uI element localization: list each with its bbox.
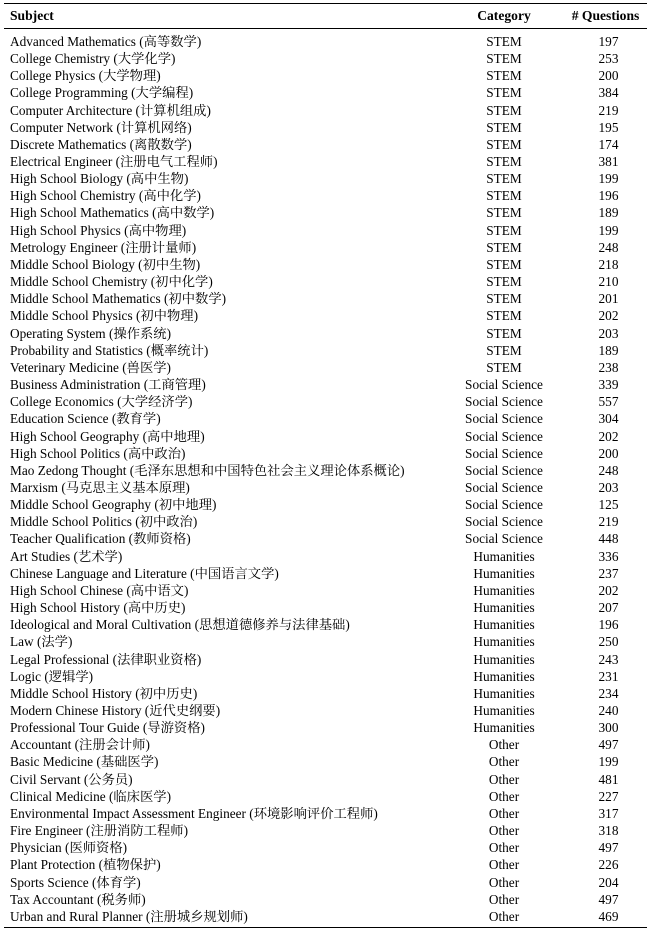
subjects-table-container — [4, 3, 647, 928]
question-count-cell: 219 — [598, 514, 619, 530]
subject-cell: High School Mathematics (高中数学) — [10, 205, 215, 221]
category-cell: Social Science — [465, 497, 543, 513]
question-count-cell: 448 — [598, 531, 619, 547]
table-row — [4, 805, 647, 822]
question-count-cell: 336 — [598, 548, 619, 564]
subject-cell: Computer Architecture (计算机组成) — [10, 102, 211, 118]
subject-cell: College Economics (大学经济学) — [10, 394, 193, 410]
table-row — [4, 719, 647, 736]
category-cell: Social Science — [465, 479, 543, 495]
question-count-cell: 189 — [598, 342, 619, 358]
question-count-cell: 200 — [598, 68, 619, 84]
subject-cell: Middle School Mathematics (初中数学) — [10, 291, 227, 307]
subject-cell: High School Physics (高中物理) — [10, 222, 187, 238]
subject-cell: College Programming (大学编程) — [10, 85, 194, 101]
question-count-cell: 203 — [598, 325, 619, 341]
question-count-cell: 203 — [598, 479, 619, 495]
subject-cell: Environmental Impact Assessment Engineer (环境影响评价工程师) — [10, 805, 378, 821]
category-cell: Humanities — [473, 685, 535, 701]
question-count-cell: 125 — [598, 497, 619, 513]
table-row — [4, 50, 647, 67]
subject-cell: Law (法学) — [10, 634, 73, 650]
subject-cell: Accountant (注册会计师) — [10, 737, 150, 753]
question-count-cell: 481 — [598, 771, 619, 787]
table-row — [4, 67, 647, 84]
category-cell: STEM — [486, 239, 522, 255]
table-row — [4, 771, 647, 788]
question-count-cell: 189 — [598, 205, 619, 221]
question-count-cell: 219 — [598, 102, 619, 118]
category-cell: Social Science — [465, 394, 543, 410]
question-count-cell: 234 — [598, 685, 619, 701]
table-row — [4, 616, 647, 633]
question-count-cell: 317 — [598, 805, 619, 821]
table-row — [4, 187, 647, 204]
subject-cell: High School Chinese (高中语文) — [10, 582, 189, 598]
subject-cell: Middle School Politics (初中政治) — [10, 514, 198, 530]
question-count-cell: 199 — [598, 754, 619, 770]
category-cell: STEM — [486, 154, 522, 170]
table-row — [4, 736, 647, 753]
subject-cell: Tax Accountant (税务师) — [10, 891, 146, 907]
question-count-cell: 195 — [598, 119, 619, 135]
header-subject: Subject — [10, 8, 54, 23]
subject-cell: Veterinary Medicine (兽医学) — [10, 359, 171, 375]
table-row — [4, 204, 647, 221]
question-count-cell: 202 — [598, 582, 619, 598]
subject-cell: Modern Chinese History (近代史纲要) — [10, 703, 221, 719]
question-count-cell: 197 — [598, 34, 619, 49]
subject-cell: Art Studies (艺术学) — [10, 548, 123, 564]
subject-cell: Middle School Biology (初中生物) — [10, 256, 201, 272]
subject-cell: Middle School Physics (初中物理) — [10, 308, 199, 324]
table-row — [4, 119, 647, 136]
question-count-cell: 226 — [598, 857, 619, 873]
subject-cell: Chinese Language and Literature (中国语言文学) — [10, 565, 279, 581]
table-row — [4, 29, 647, 51]
question-count-cell: 300 — [598, 720, 619, 736]
table-row — [4, 462, 647, 479]
question-count-cell: 202 — [598, 308, 619, 324]
table-header — [4, 4, 647, 29]
subject-cell: Logic (逻辑学) — [10, 668, 94, 684]
category-cell: Other — [488, 788, 520, 804]
table-row — [4, 325, 647, 342]
question-count-cell: 318 — [598, 823, 619, 839]
table-row — [4, 496, 647, 513]
category-cell: Humanities — [473, 617, 535, 633]
question-count-cell: 238 — [598, 359, 619, 375]
subjects-table — [4, 3, 647, 928]
table-body — [4, 29, 647, 928]
question-count-cell: 469 — [598, 908, 619, 924]
question-count-cell: 174 — [598, 136, 619, 152]
table-row — [4, 530, 647, 547]
subject-cell: Legal Professional (法律职业资格) — [10, 651, 202, 667]
question-count-cell: 384 — [598, 85, 619, 101]
category-cell: Social Science — [465, 514, 543, 530]
category-cell: STEM — [486, 359, 522, 375]
table-row — [4, 513, 647, 530]
table-row — [4, 393, 647, 410]
category-cell: STEM — [486, 34, 522, 49]
table-row — [4, 908, 647, 928]
category-cell: STEM — [486, 308, 522, 324]
table-row — [4, 307, 647, 324]
category-cell: Social Science — [465, 428, 543, 444]
question-count-cell: 304 — [598, 411, 619, 427]
category-cell: Humanities — [473, 634, 535, 650]
subject-cell: College Physics (大学物理) — [10, 68, 161, 84]
category-cell: STEM — [486, 274, 522, 290]
category-cell: STEM — [486, 85, 522, 101]
category-cell: Social Science — [465, 462, 543, 478]
table-row — [4, 222, 647, 239]
table-row — [4, 239, 647, 256]
subject-cell: Urban and Rural Planner (注册城乡规划师) — [10, 908, 248, 924]
subject-cell: Clinical Medicine (临床医学) — [10, 788, 172, 804]
subject-cell: High School Geography (高中地理) — [10, 428, 205, 444]
question-count-cell: 248 — [598, 462, 619, 478]
table-row — [4, 84, 647, 101]
table-row — [4, 410, 647, 427]
subject-cell: Computer Network (计算机网络) — [10, 119, 192, 135]
subject-cell: Fire Engineer (注册消防工程师) — [10, 823, 188, 839]
subject-cell: College Chemistry (大学化学) — [10, 51, 176, 67]
category-cell: Social Science — [465, 377, 543, 393]
category-cell: STEM — [486, 51, 522, 67]
table-row — [4, 376, 647, 393]
category-cell: STEM — [486, 205, 522, 221]
subject-cell: Metrology Engineer (注册计量师) — [10, 239, 197, 255]
category-cell: Humanities — [473, 548, 535, 564]
question-count-cell: 196 — [598, 188, 619, 204]
question-count-cell: 237 — [598, 565, 619, 581]
category-cell: Other — [488, 737, 520, 753]
table-row — [4, 427, 647, 444]
category-cell: STEM — [486, 222, 522, 238]
subject-cell: Electrical Engineer (注册电气工程师) — [10, 154, 218, 170]
category-cell: STEM — [486, 171, 522, 187]
table-row — [4, 273, 647, 290]
table-row — [4, 668, 647, 685]
table-row — [4, 599, 647, 616]
category-cell: Other — [488, 857, 520, 873]
subject-cell: Physician (医师资格) — [10, 840, 128, 856]
category-cell: STEM — [486, 291, 522, 307]
subject-cell: Civil Servant (公务员) — [10, 771, 133, 787]
table-row — [4, 582, 647, 599]
question-count-cell: 250 — [598, 634, 619, 650]
header-questions: # Questions — [571, 8, 640, 23]
table-row — [4, 256, 647, 273]
table-row — [4, 891, 647, 908]
question-count-cell: 497 — [598, 737, 619, 753]
category-cell: Social Science — [465, 531, 543, 547]
question-count-cell: 339 — [598, 377, 619, 393]
question-count-cell: 199 — [598, 222, 619, 238]
category-cell: Humanities — [473, 600, 535, 616]
question-count-cell: 231 — [598, 668, 619, 684]
question-count-cell: 253 — [598, 51, 619, 67]
table-row — [4, 856, 647, 873]
table-row — [4, 822, 647, 839]
category-cell: Humanities — [473, 720, 535, 736]
table-row — [4, 788, 647, 805]
category-cell: Other — [488, 874, 520, 890]
table-row — [4, 702, 647, 719]
category-cell: STEM — [486, 342, 522, 358]
header-category: Category — [477, 8, 531, 23]
question-count-cell: 199 — [598, 171, 619, 187]
question-count-cell: 381 — [598, 154, 619, 170]
subject-cell: Advanced Mathematics (高等数学) — [10, 34, 202, 49]
subject-cell: High School Politics (高中政治) — [10, 445, 186, 461]
table-row — [4, 342, 647, 359]
question-count-cell: 210 — [598, 274, 619, 290]
subject-cell: Operating System (操作系统) — [10, 325, 172, 341]
category-cell: Other — [488, 823, 520, 839]
header-row — [4, 4, 647, 29]
table-row — [4, 170, 647, 187]
category-cell: Social Science — [465, 445, 543, 461]
category-cell: STEM — [486, 256, 522, 272]
subject-cell: Ideological and Moral Cultivation (思想道德修养与法律基础) — [10, 617, 350, 633]
subject-cell: High School Chemistry (高中化学) — [10, 188, 201, 204]
subject-cell: Business Administration (工商管理) — [10, 377, 206, 393]
category-cell: Other — [488, 891, 520, 907]
question-count-cell: 202 — [598, 428, 619, 444]
table-row — [4, 548, 647, 565]
question-count-cell: 204 — [598, 874, 619, 890]
subject-cell: Basic Medicine (基础医学) — [10, 754, 159, 770]
subject-cell: Middle School Geography (初中地理) — [10, 497, 217, 513]
table-row — [4, 290, 647, 307]
category-cell: STEM — [486, 136, 522, 152]
question-count-cell: 200 — [598, 445, 619, 461]
subject-cell: High School Biology (高中生物) — [10, 171, 189, 187]
category-cell: STEM — [486, 68, 522, 84]
table-row — [4, 633, 647, 650]
subject-cell: Discrete Mathematics (离散数学) — [10, 136, 192, 152]
question-count-cell: 207 — [598, 600, 619, 616]
category-cell: STEM — [486, 102, 522, 118]
subject-cell: Sports Science (体育学) — [10, 874, 141, 890]
table-row — [4, 839, 647, 856]
category-cell: STEM — [486, 119, 522, 135]
question-count-cell: 497 — [598, 840, 619, 856]
table-row — [4, 753, 647, 770]
category-cell: Other — [488, 754, 520, 770]
table-row — [4, 874, 647, 891]
category-cell: Other — [488, 805, 520, 821]
table-row — [4, 650, 647, 667]
question-count-cell: 196 — [598, 617, 619, 633]
table-row — [4, 359, 647, 376]
question-count-cell: 240 — [598, 703, 619, 719]
category-cell: Humanities — [473, 582, 535, 598]
question-count-cell: 557 — [598, 394, 619, 410]
table-row — [4, 565, 647, 582]
table-row — [4, 445, 647, 462]
category-cell: Humanities — [473, 651, 535, 667]
category-cell: STEM — [486, 325, 522, 341]
category-cell: Social Science — [465, 411, 543, 427]
category-cell: Other — [488, 771, 520, 787]
subject-cell: High School History (高中历史) — [10, 600, 186, 616]
category-cell: Humanities — [473, 668, 535, 684]
subject-cell: Education Science (教育学) — [10, 411, 161, 427]
subject-cell: Probability and Statistics (概率统计) — [10, 342, 209, 358]
subject-cell: Middle School Chemistry (初中化学) — [10, 274, 213, 290]
category-cell: Other — [488, 908, 520, 924]
subject-cell: Plant Protection (植物保护) — [10, 857, 161, 873]
question-count-cell: 243 — [598, 651, 619, 667]
table-row — [4, 153, 647, 170]
category-cell: Humanities — [473, 703, 535, 719]
question-count-cell: 227 — [598, 788, 619, 804]
table-row — [4, 479, 647, 496]
table-row — [4, 685, 647, 702]
table-row — [4, 101, 647, 118]
table-row — [4, 136, 647, 153]
question-count-cell: 218 — [598, 256, 619, 272]
category-cell: Other — [488, 840, 520, 856]
question-count-cell: 497 — [598, 891, 619, 907]
subject-cell: Teacher Qualification (教师资格) — [10, 531, 191, 547]
subject-cell: Professional Tour Guide (导游资格) — [10, 720, 205, 736]
subject-cell: Middle School History (初中历史) — [10, 685, 198, 701]
category-cell: Humanities — [473, 565, 535, 581]
category-cell: STEM — [486, 188, 522, 204]
question-count-cell: 248 — [598, 239, 619, 255]
subject-cell: Marxism (马克思主义基本原理) — [10, 479, 190, 495]
question-count-cell: 201 — [598, 291, 619, 307]
subject-cell: Mao Zedong Thought (毛泽东思想和中国特色社会主义理论体系概论) — [10, 462, 405, 478]
